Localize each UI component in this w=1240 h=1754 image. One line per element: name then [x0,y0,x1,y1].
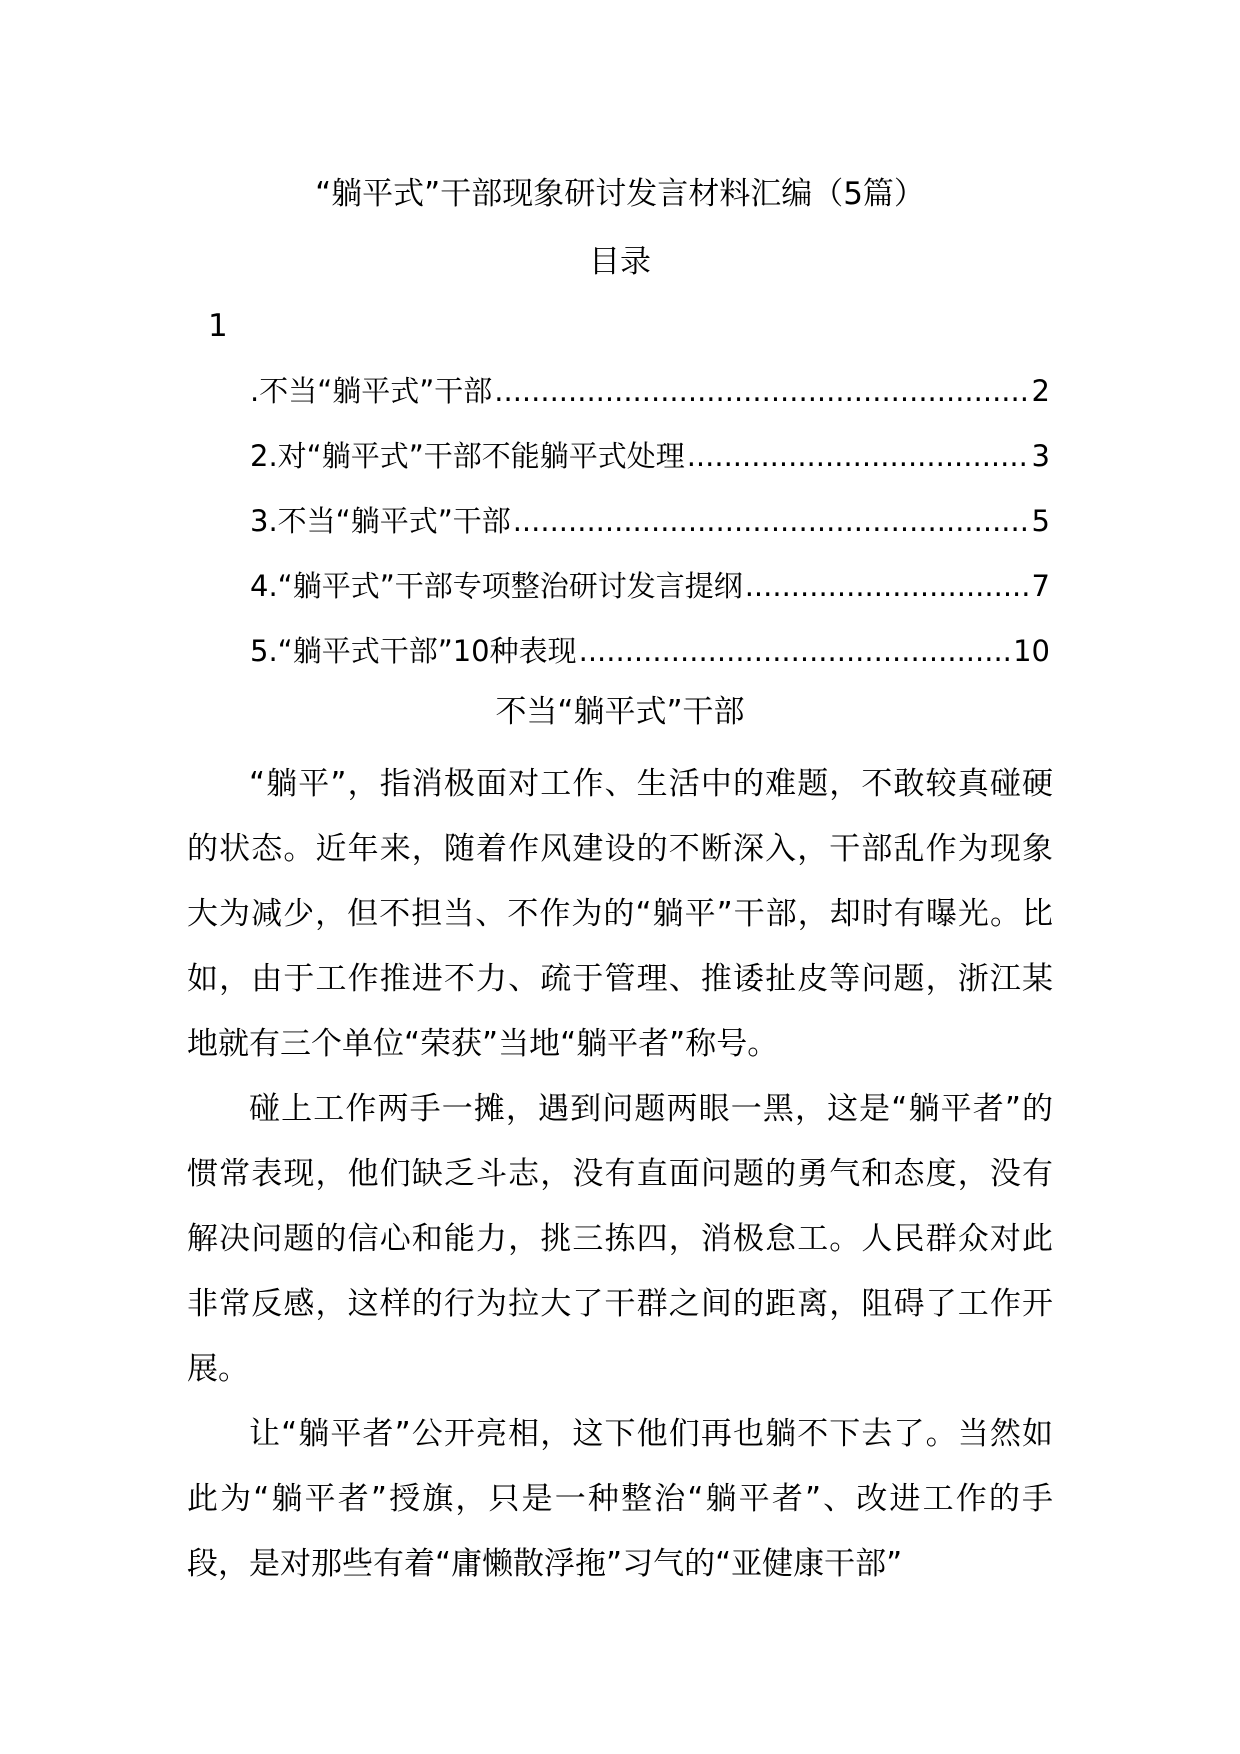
table-of-contents [250,367,1050,692]
document-title: “躺平式”干部现象研讨发言材料汇编（5篇） [315,176,925,212]
toc-entry-page: 2 [1031,374,1050,408]
toc-entry-page: 10 [1013,634,1050,668]
toc-entry-page: 7 [1031,569,1050,603]
toc-dot-leader [494,367,1029,415]
article-title: 不当“躺平式”干部 [495,694,745,730]
toc-dot-leader [513,497,1030,545]
toc-entry-label: 3.不当“躺平式”干部 [250,504,511,538]
toc-dot-leader [687,432,1030,480]
toc-entry-label: 4.“躺平式”干部专项整治研讨发言提纲 [250,569,743,603]
toc-entry-label: 5.“躺平式干部”10种表现 [250,634,577,668]
body-paragraph: 碰上工作两手一摊，遇到问题两眼一黑，这是“躺平者”的惯常表现，他们缺乏斗志，没有直面问题的勇气和态度，没有解决问题的信心和能力，挑三拣四，消极怠工。人民群众对此非常反感，这样的行为拉大了干群之间的距离，阻碍了工作开展。 [187,1091,1053,1387]
toc-entry-page: 3 [1031,439,1050,473]
toc-entry[interactable] [250,627,1050,692]
toc-entry[interactable] [250,367,1050,432]
toc-entry-label: .不当“躺平式”干部 [250,374,493,408]
body-paragraph: 让“躺平者”公开亮相，这下他们再也躺不下去了。当然如此为“躺平者”授旗，只是一种整治“躺平者”、改进工作的手段，是对那些有着“庸懒散浮拖”习气的“亚健康干部” [187,1416,1053,1582]
article-body [187,752,1053,1597]
toc-dot-leader [579,627,1011,675]
toc-entry-label: 2.对“躺平式”干部不能躺平式处理 [250,439,685,473]
toc-heading: 目录 [589,244,651,280]
toc-entry-page: 5 [1031,504,1050,538]
toc-entry[interactable] [250,562,1050,627]
toc-entry[interactable] [250,497,1050,562]
toc-dot-leader [745,562,1030,610]
body-paragraph: “躺平”，指消极面对工作、生活中的难题，不敢较真碰硬的状态。近年来，随着作风建设的不断深入，干部乱作为现象大为减少，但不担当、不作为的“躺平”干部，却时有曝光。比如，由于工作推进不力、疏于管理、推诿扯皮等问题，浙江某地就有三个单位“荣获”当地“躺平者”称号。 [187,766,1053,1062]
toc-entry[interactable] [250,432,1050,497]
toc-number: 1 [208,308,228,344]
